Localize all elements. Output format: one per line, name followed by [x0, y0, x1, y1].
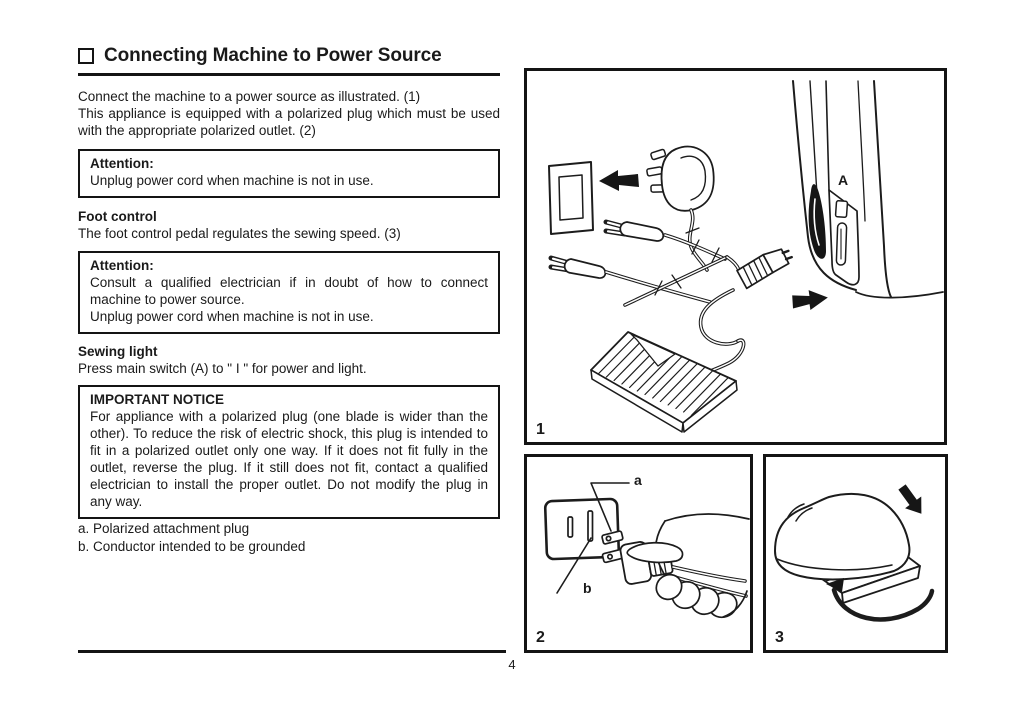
text-column — [78, 44, 500, 555]
arrow-down-icon — [894, 481, 930, 519]
figure-2-number: 2 — [536, 629, 545, 646]
important-notice-body: For appliance with a polarized plug (one blade is wider than the other). To reduce the risk of electric shock, this plug is intended to fit in a polarized outlet only one way. If it does not fit fully in the outlet, reverse the plug. If it still does not fit, contact a qualified electrician to install the proper outlet. Do not modify the plug in any way. — [90, 409, 488, 509]
attention-2-heading: Attention: — [90, 258, 154, 273]
polarized-outlet — [545, 499, 619, 559]
figure-2-label-a: a — [634, 472, 642, 488]
attention-1-heading: Attention: — [90, 156, 154, 171]
attention-1-body: Unplug power cord when machine is not in use. — [90, 173, 374, 188]
wall-outlet — [549, 162, 593, 234]
foot-pedal — [591, 332, 737, 432]
page-title: Connecting Machine to Power Source — [104, 45, 442, 66]
sewing-light-body: Press main switch (A) to " I " for power and light. — [78, 361, 367, 376]
title-rule — [78, 73, 500, 76]
figure-2-label-b: b — [583, 580, 592, 596]
arrow-right-icon — [791, 288, 829, 313]
figure-1-number: 1 — [536, 421, 545, 438]
important-notice-box — [78, 385, 500, 519]
figure-1-illustration — [527, 71, 944, 442]
checkbox-icon — [78, 48, 94, 64]
euro-plug-1 — [606, 222, 663, 241]
foot-control-heading: Foot control — [78, 209, 157, 224]
attention-2-line-2: Unplug power cord when machine is not in use. — [90, 309, 374, 324]
foot-control-body: The foot control pedal regulates the sewing speed. (3) — [78, 226, 401, 241]
figure-3-number: 3 — [775, 629, 784, 646]
page-number: 4 — [508, 657, 516, 672]
legend-item-a: a. Polarized attachment plug — [78, 521, 250, 536]
switch-label-A: A — [838, 172, 849, 188]
attention-box-1 — [78, 149, 500, 198]
intro-line-1: Connect the machine to a power source as illustrated. (1) — [78, 89, 421, 104]
figure-2-panel — [524, 454, 753, 653]
figure-3-illustration — [766, 457, 945, 650]
attention-2-line-1: Consult a qualified electrician if in doubt of how to connect machine to power source. — [90, 275, 488, 307]
section-title-row — [78, 44, 500, 68]
uk-plug — [647, 147, 714, 211]
machine-connector-plug — [735, 246, 797, 290]
attention-box-2 — [78, 251, 500, 334]
footer-rule — [78, 650, 506, 653]
sewing-machine-side — [793, 81, 943, 298]
arrow-left-icon — [599, 170, 639, 191]
figure-1-panel — [524, 68, 947, 445]
euro-plug-2 — [551, 258, 605, 278]
legend-item-b: b. Conductor intended to be grounded — [78, 539, 306, 554]
intro-line-2: This appliance is equipped with a polarized plug which must be used with the appropriate polarized outlet. (2) — [78, 106, 500, 138]
sewing-light-heading: Sewing light — [78, 344, 158, 359]
shoe — [775, 494, 909, 580]
important-notice-heading: IMPORTANT NOTICE — [90, 392, 224, 407]
figure-3-panel — [763, 454, 948, 653]
